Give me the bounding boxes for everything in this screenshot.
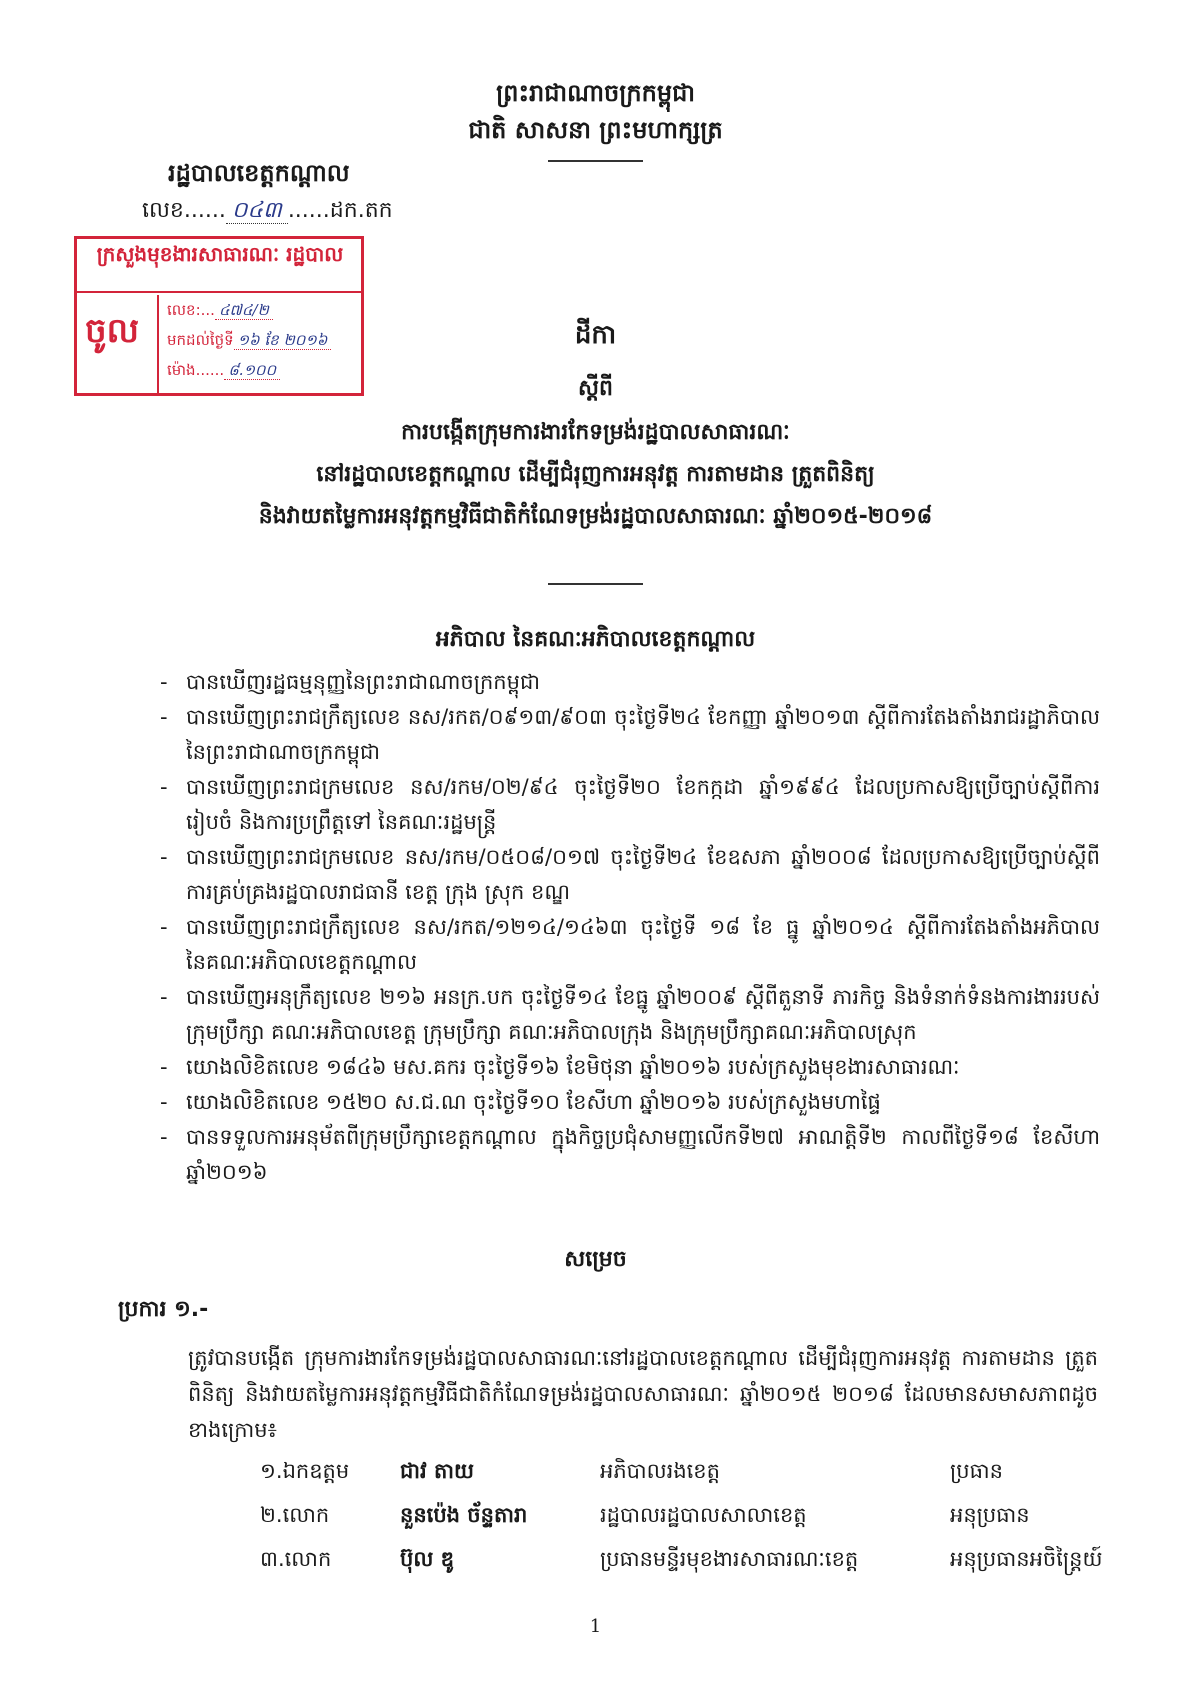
- received-stamp: [74, 236, 364, 396]
- list-item: - បានឃើញព្រះរាជក្រមលេខ នស/រកម/០២/៩៤ ចុះថ្ងៃទី២០ ខែកក្កដា ឆ្នាំ១៩៩៤ ដែលប្រកាសឱ្យប្រើច្បាប់ស្ដីពីការរៀបចំ និងការប្រព្រឹត្តទៅ នៃគណៈរដ្ឋមន្ត្រី: [160, 775, 1100, 834]
- member-row: [260, 1458, 1190, 1502]
- header-ornament: [548, 160, 643, 162]
- decide-heading: សម្រេច: [564, 1247, 627, 1272]
- issuer-admin: រដ្ឋបាលខេត្តកណ្ដាល: [168, 159, 350, 187]
- reference-number: [142, 196, 393, 228]
- stamp-date-value: ១៦ ខែ ២០១៦: [234, 331, 332, 350]
- list-item: - យោងលិខិតលេខ ១៥២០ ស.ជ.ណ ចុះថ្ងៃទី១០ ខែសីហា ឆ្នាំ២០១៦ របស់ក្រសួងមហាផ្ទៃ: [160, 1090, 881, 1114]
- document-type: ដីកា: [574, 320, 617, 350]
- member-title: ២.លោក: [260, 1503, 330, 1527]
- member-name: ប៊ុល ឌូ: [400, 1547, 454, 1571]
- stamp-time-value: ៨.១០០: [224, 361, 280, 380]
- member-title: ៣.លោក: [260, 1547, 332, 1571]
- member-role: ប្រធាន: [950, 1459, 1003, 1483]
- member-row: [260, 1502, 1190, 1546]
- article-1-body: ត្រូវបានបង្កើត ក្រុមការងារកែទម្រង់រដ្ឋបាលសាធារណៈនៅរដ្ឋបាលខេត្តកណ្ដាល ដើម្បីជំរុញការអនុវត្ត ការតាមដាន ត្រួតពិនិត្យ និងវាយតម្លៃការអនុវត្តកម្មវិធីជាតិកំណែទម្រង់រដ្ឋបាលសាធារណៈ ឆ្នាំ២០១៥ ២០១៨ ដែលមានសមាសភាពដូចខាងក្រោម៖: [188, 1346, 1098, 1442]
- member-role: អនុប្រធានអចិន្ត្រៃយ៍: [950, 1547, 1103, 1571]
- ref-prefix: លេខ......: [142, 198, 226, 223]
- list-item: - បានឃើញព្រះរាជក្រឹត្យលេខ នស/រកត/១២១៤/១៤៦៣ ចុះថ្ងៃទី ១៨ ខែ ធ្នូ ឆ្នាំ២០១៤ ស្ដីពីការតែងតាំងអភិបាលនៃគណៈអភិបាលខេត្តកណ្ដាល: [160, 915, 1100, 974]
- stamp-time-label: ម៉ោង......: [167, 361, 225, 379]
- member-role: អនុប្រធាន: [950, 1503, 1030, 1527]
- member-name: នួនប៉េង ច័ន្ទតារា: [400, 1503, 528, 1527]
- list-item: - យោងលិខិតលេខ ១៨៤៦ មស.គករ ចុះថ្ងៃទី១៦ ខែមិថុនា ឆ្នាំ២០១៦ របស់ក្រសួងមុខងារសាធារណៈ: [160, 1055, 960, 1079]
- stamp-divider: [77, 291, 361, 293]
- subject-ornament: [548, 583, 643, 585]
- governor-title: អភិបាល នៃគណៈអភិបាលខេត្តកណ្ដាល: [435, 627, 756, 652]
- national-motto: ជាតិ សាសនា ព្រះមហាក្សត្រ: [468, 116, 723, 144]
- list-item: - បានឃើញព្រះរាជក្រឹត្យលេខ នស/រកត/០៩១៣/៩០៣ ចុះថ្ងៃទី២៤ ខែកញ្ញា ឆ្នាំ២០១៣ ស្ដីពីការតែងតាំងរាជរដ្ឋាភិបាល នៃព្រះរាជាណាចក្រកម្ពុជា: [160, 705, 1100, 764]
- ref-handwritten: ០៤៣: [226, 198, 288, 224]
- considerations-list: [160, 665, 1100, 1190]
- subject-line-1: ការបង្កើតក្រុមការងារកែទម្រង់រដ្ឋបាលសាធារណៈ: [401, 420, 790, 445]
- member-title: ១.ឯកឧត្តម: [260, 1459, 350, 1483]
- article-1-label: ប្រការ ១.-: [118, 1297, 209, 1322]
- list-item: - បានឃើញរដ្ឋធម្មនុញ្ញនៃព្រះរាជាណាចក្រកម្ពុជា: [160, 670, 540, 694]
- member-row: [260, 1546, 1190, 1590]
- list-item: - បានឃើញព្រះរាជក្រមលេខ នស/រកម/០៥០៨/០១៧ ចុះថ្ងៃទី២៤ ខែឧសភា ឆ្នាំ២០០៨ ដែលប្រកាសឱ្យប្រើច្បាប់ស្ដីពីការគ្រប់គ្រងរដ្ឋបាលរាជធានី ខេត្ត ក្រុង ស្រុក ខណ្ឌ: [160, 845, 1100, 904]
- page-number: 1: [589, 1616, 602, 1637]
- member-name: ជាវ តាយ: [400, 1459, 474, 1483]
- member-position: ប្រធានមន្ទីរមុខងារសាធារណៈខេត្ត: [600, 1547, 859, 1571]
- member-position: រដ្ឋបាលរដ្ឋបាលសាលាខេត្ត: [600, 1503, 807, 1527]
- stamp-title: ក្រសួងមុខងារសាធារណៈ រដ្ឋបាល: [96, 242, 344, 266]
- stamp-number-value: ៤៧៤/២: [215, 301, 273, 320]
- subject-line-2: នៅរដ្ឋបាលខេត្តកណ្ដាល ដើម្បីជំរុញការអនុវត្ត ការតាមដាន ត្រួតពិនិត្យ: [316, 462, 875, 487]
- kingdom-title: ព្រះរាជាណាចក្រកម្ពុជា: [496, 79, 695, 107]
- subject-line-3: និងវាយតម្លៃការអនុវត្តកម្មវិធីជាតិកំណែទម្រង់រដ្ឋបាលសាធារណៈ ឆ្នាំ២០១៥-២០១៨: [258, 504, 933, 529]
- stamp-date-label: មកដល់ថ្ងៃទី: [167, 331, 234, 349]
- ref-suffix: ......ដក.តក: [287, 198, 393, 223]
- members-list: [260, 1458, 1190, 1590]
- about-label: ស្ដីពី: [578, 376, 613, 401]
- list-item: - បានទទួលការអនុម័តពីក្រុមប្រឹក្សាខេត្តកណ្ដាល ក្នុងកិច្ចប្រជុំសាមញ្ញលើកទី២៧ អាណត្តិទី២ កាលពីថ្ងៃទី១៨ ខែសីហា ឆ្នាំ២០១៦: [160, 1125, 1100, 1184]
- stamp-in-label: ចូល: [85, 311, 139, 351]
- member-position: អភិបាលរងខេត្ត: [600, 1459, 720, 1483]
- list-item: - បានឃើញអនុក្រឹត្យលេខ ២១៦ អនក្រ.បក ចុះថ្ងៃទី១៤ ខែធ្នូ ឆ្នាំ២០០៩ ស្ដីពីតួនាទី ភារកិច្ច និងទំនាក់ទំនងការងាររបស់ក្រុមប្រឹក្សា គណៈអភិបាលខេត្ត ក្រុមប្រឹក្សា គណៈអភិបាលក្រុង និងក្រុមប្រឹក្សាគណៈអភិបាលស្រុក: [160, 985, 1100, 1044]
- stamp-number-label: លេខ:...: [167, 301, 215, 319]
